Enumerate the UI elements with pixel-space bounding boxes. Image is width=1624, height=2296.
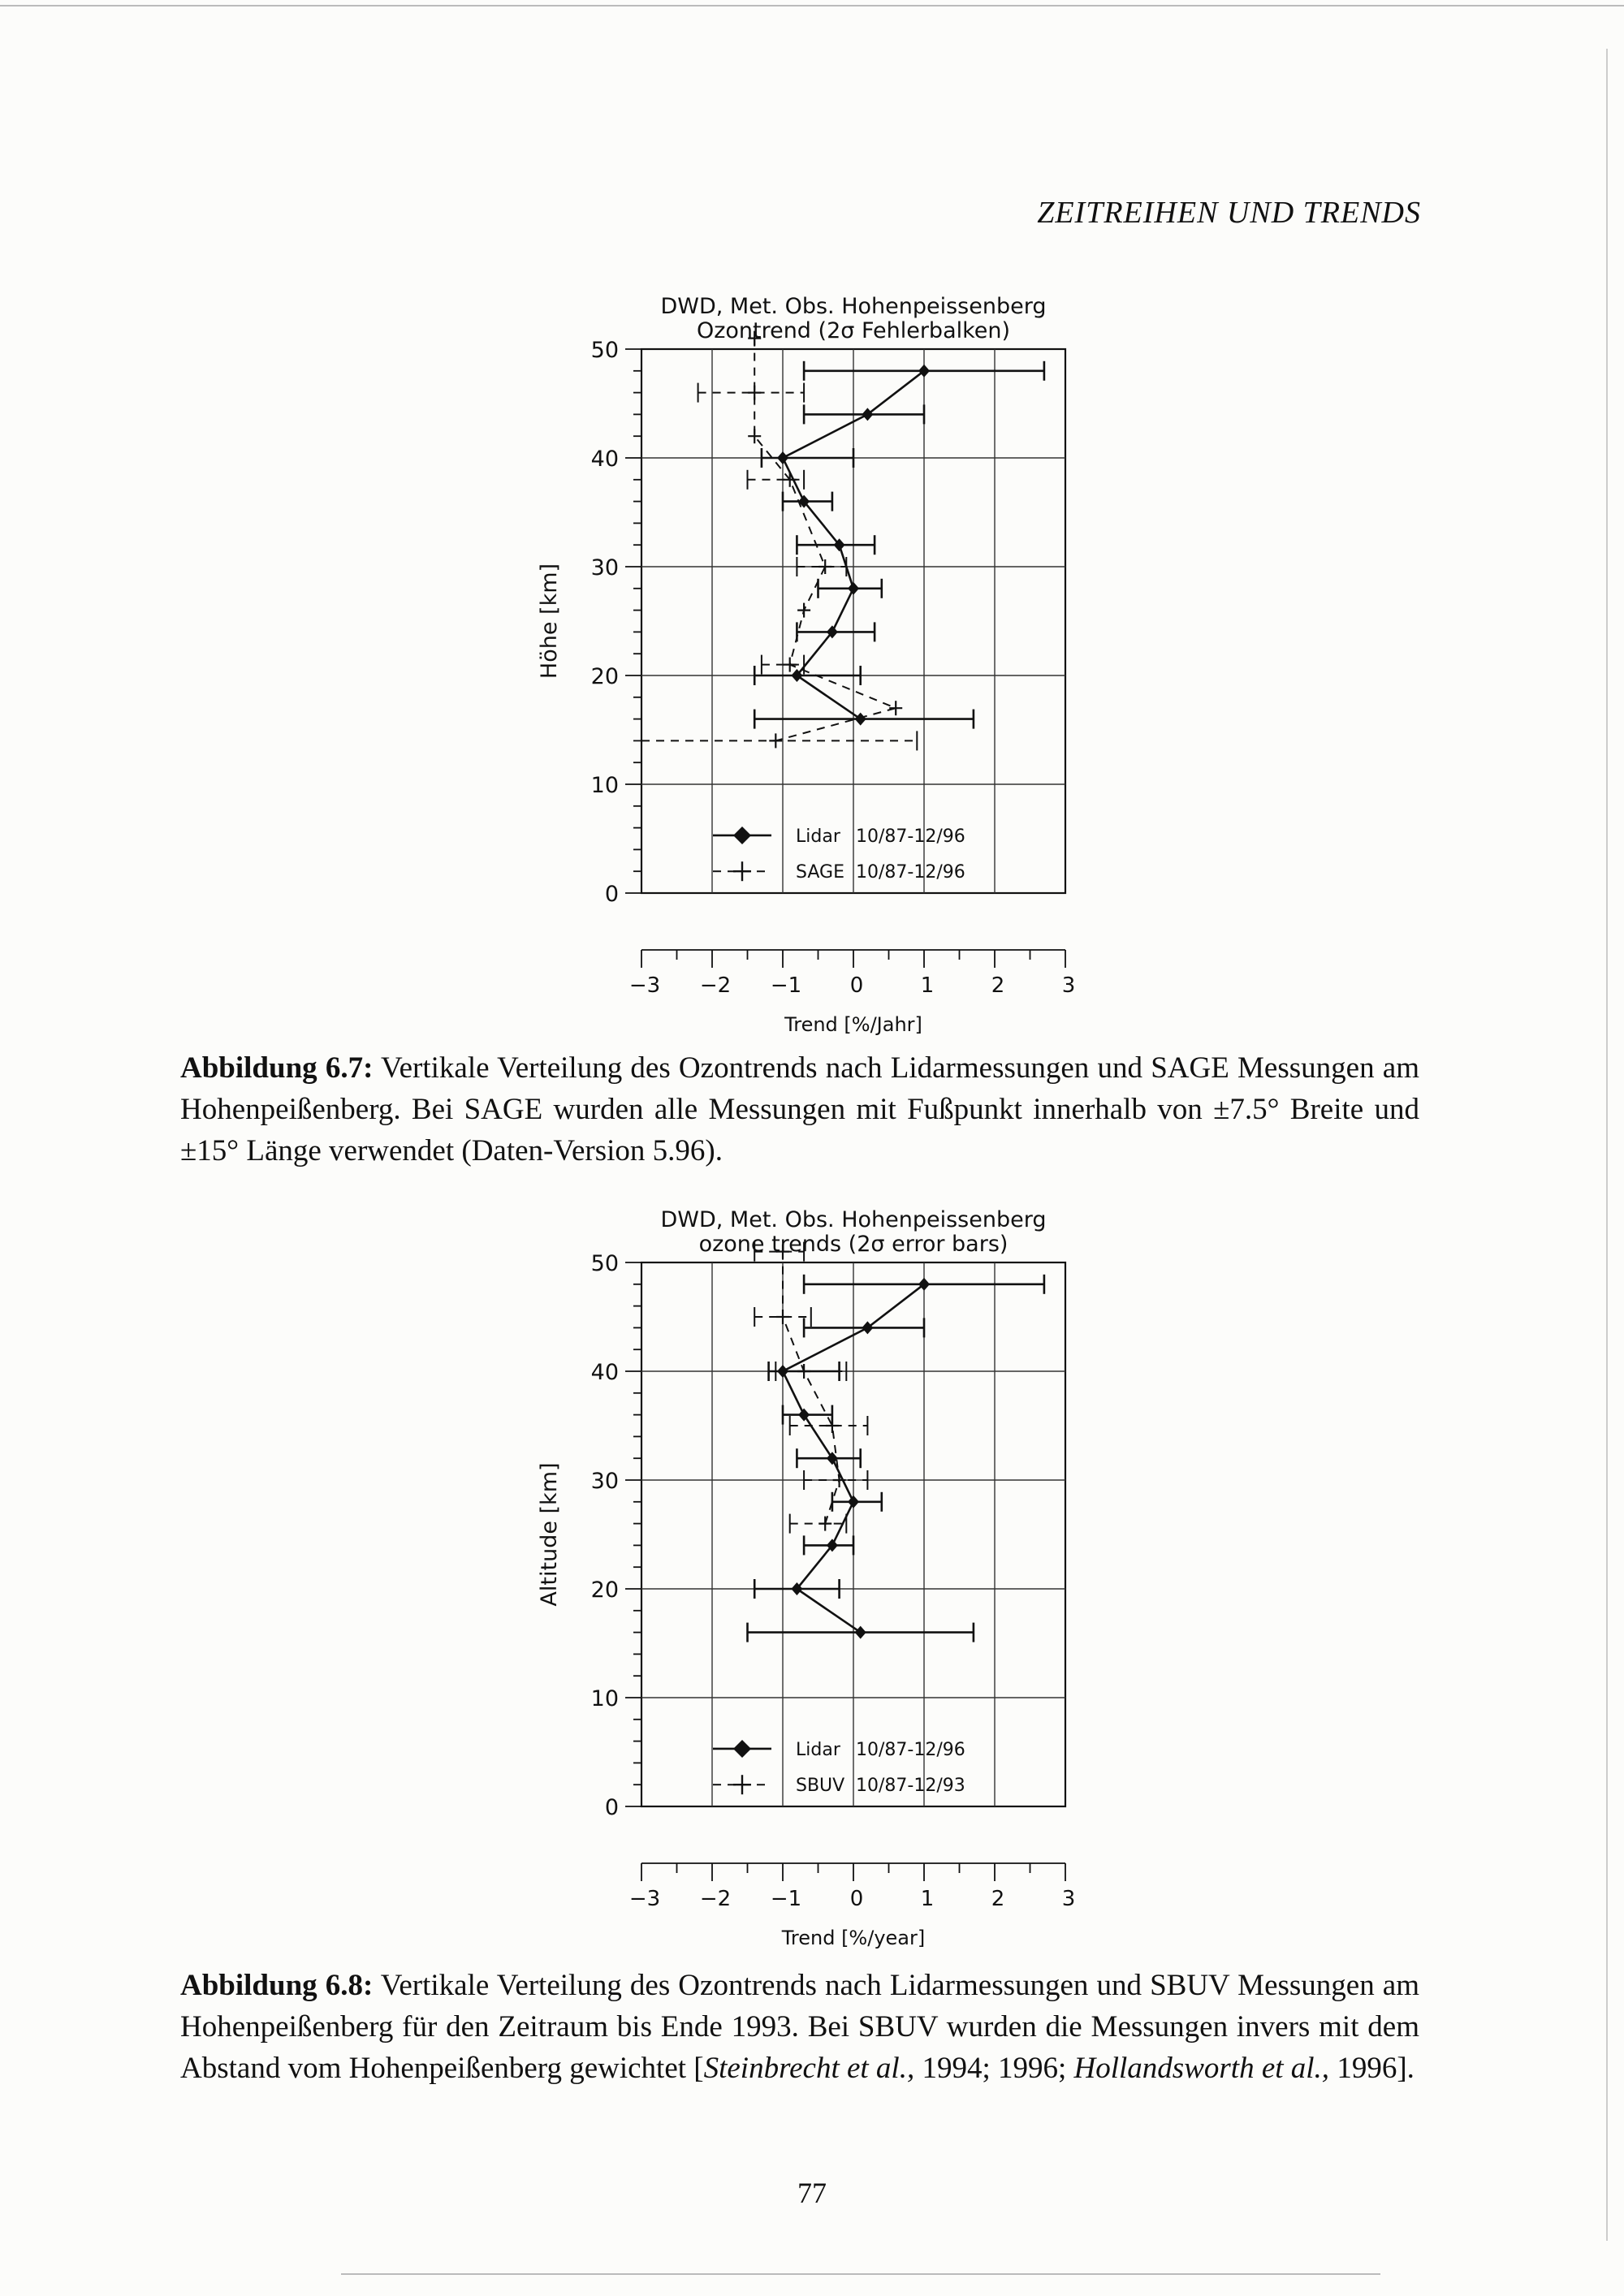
legend-marker xyxy=(733,826,751,844)
y-tick-label: 20 xyxy=(590,664,619,689)
x-tick-label: 3 xyxy=(1061,1887,1076,1911)
figure-6-8-caption xyxy=(180,1965,1419,2089)
scan-edge-top xyxy=(0,5,1624,6)
legend-period: 10/87-12/96 xyxy=(856,826,965,847)
y-tick-label: 50 xyxy=(590,338,619,363)
y-tick-label: 40 xyxy=(590,1360,619,1385)
x-tick-label: 1 xyxy=(920,973,935,998)
running-head: ZEITREIHEN UND TRENDS xyxy=(1037,196,1421,230)
scan-edge-right xyxy=(1606,49,1608,2241)
y-tick-label: 10 xyxy=(590,1686,619,1711)
caption-label: Abbildung 6.8: xyxy=(180,1969,374,2002)
x-tick-label: 0 xyxy=(849,1887,864,1911)
chart-title: DWD, Met. Obs. Hohenpeissenberg xyxy=(660,1207,1047,1232)
legend-period: 10/87-12/96 xyxy=(856,862,965,883)
y-tick-label: 0 xyxy=(604,882,619,907)
data-point xyxy=(918,365,930,378)
x-tick-label: 2 xyxy=(991,973,1005,998)
data-point xyxy=(862,408,873,421)
data-point xyxy=(777,451,788,464)
legend-label: Lidar xyxy=(796,826,840,847)
data-point xyxy=(848,1495,859,1508)
x-axis-label: Trend [%/year] xyxy=(781,1927,926,1949)
x-tick-label: 0 xyxy=(849,973,864,998)
caption-label: Abbildung 6.7: xyxy=(180,1051,374,1085)
figure-6-8-chart xyxy=(0,1206,1624,1949)
chart-subtitle: Ozontrend (2σ Fehlerbalken) xyxy=(696,318,1011,343)
y-tick-label: 50 xyxy=(590,1251,619,1276)
x-tick-label: −3 xyxy=(628,973,661,998)
y-tick-label: 10 xyxy=(590,773,619,798)
legend-label: Lidar xyxy=(796,1739,840,1760)
x-axis-label: Trend [%/Jahr] xyxy=(784,1013,922,1036)
figure-6-7-caption xyxy=(180,1047,1419,1172)
chart-subtitle: ozone trends (2σ error bars) xyxy=(698,1232,1009,1257)
data-point xyxy=(862,1321,873,1334)
legend-label: SAGE xyxy=(796,862,844,883)
x-tick-label: −1 xyxy=(770,1887,802,1911)
caption-text: 1996]. xyxy=(1329,2052,1415,2085)
caption-text: 1994; 1996; xyxy=(914,2052,1074,2085)
data-point xyxy=(918,1278,930,1291)
legend-marker xyxy=(733,1740,751,1758)
y-tick-label: 30 xyxy=(590,555,619,580)
legend-label: SBUV xyxy=(796,1776,845,1797)
figure-6-8 xyxy=(0,1206,1624,1949)
y-tick-label: 0 xyxy=(604,1795,619,1820)
legend-period: 10/87-12/96 xyxy=(856,1739,965,1760)
x-tick-label: −3 xyxy=(628,1887,661,1911)
figure-6-7-chart xyxy=(0,292,1624,1036)
y-tick-label: 30 xyxy=(590,1469,619,1494)
x-tick-label: 2 xyxy=(991,1887,1005,1911)
chart-title: DWD, Met. Obs. Hohenpeissenberg xyxy=(660,294,1047,319)
y-axis-label: Altitude [km] xyxy=(537,1462,562,1607)
x-tick-label: −2 xyxy=(699,973,732,998)
data-point xyxy=(855,713,866,726)
y-axis-label: Höhe [km] xyxy=(537,563,562,680)
y-tick-label: 20 xyxy=(590,1577,619,1603)
y-tick-label: 40 xyxy=(590,447,619,472)
data-point xyxy=(848,582,859,595)
x-tick-label: −2 xyxy=(699,1887,732,1911)
caption-text: Vertikale Verteilung des Ozontrends nach Lidarmessungen und SBUV Messungen am Hohenpeißenberg für den Zeitraum bis Ende 1993. Bei SBUV wurden die Messungen invers mit dem Abstand vom Hohenpeißenberg gewichtet [ xyxy=(180,1969,1419,2085)
citation: Hollandsworth et al., xyxy=(1073,2052,1330,2085)
x-tick-label: −1 xyxy=(770,973,802,998)
citation: Steinbrecht et al., xyxy=(703,2052,915,2085)
x-tick-label: 1 xyxy=(920,1887,935,1911)
legend-period: 10/87-12/93 xyxy=(856,1776,965,1797)
data-point xyxy=(855,1626,866,1639)
page-number: 77 xyxy=(797,2177,827,2209)
caption-text: Vertikale Verteilung des Ozontrends nach Lidarmessungen und SAGE Messungen am Hohenpeißenberg. Bei SAGE wurden alle Messungen mit Fußpunkt innerhalb von ±7.5° Breite und ±15° Länge verwendet (Daten-Version 5.96). xyxy=(180,1051,1419,1167)
figure-6-7 xyxy=(0,292,1624,1036)
x-tick-label: 3 xyxy=(1061,973,1076,998)
scan-edge-bottom xyxy=(341,2273,1380,2275)
